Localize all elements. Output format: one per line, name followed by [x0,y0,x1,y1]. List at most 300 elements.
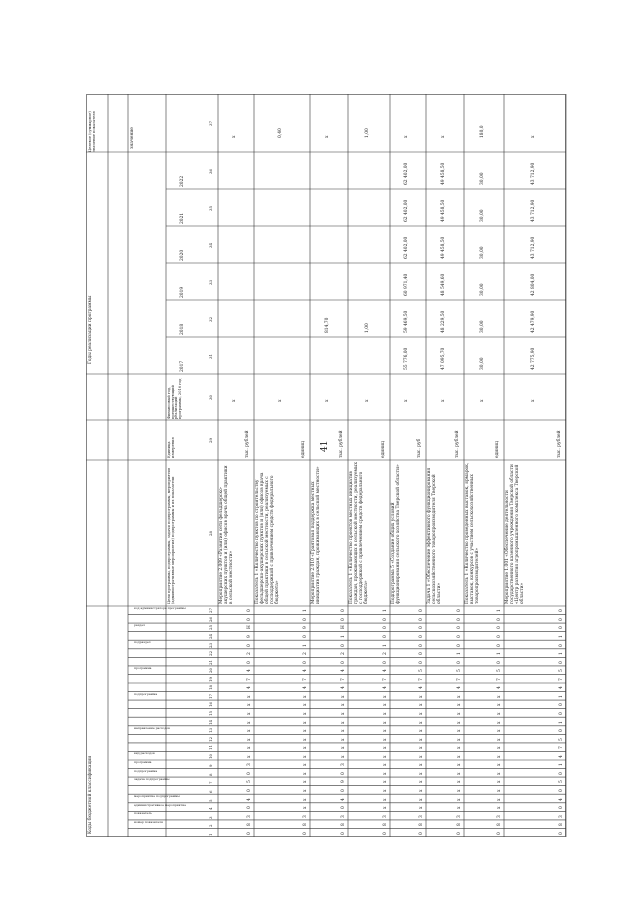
code-digit: 1 [559,635,564,638]
code-digit: 0 [419,652,424,656]
code-digit: 5 [497,669,502,673]
code-digit: 1 [303,609,308,613]
code-digit: 0 [457,831,462,835]
code-digit: 0 [457,618,462,621]
code-digit: 0 [559,729,564,733]
row-year-value: 49 458,50 [441,236,446,259]
column-number: 24 [208,633,213,639]
row-year-value: 43 712,90 [531,162,536,185]
code-digit: 0 [303,831,308,835]
row-year-value: 49 458,50 [441,162,446,185]
code-digit: 4 [419,686,424,690]
row-name: Мероприятие 2.010 «Грантовая поддержка местных инициатив граждан, проживающих в сельской местности» [311,466,321,604]
code-digit: 7 [303,677,308,681]
code-digit: х [247,721,252,724]
code-digit: х [457,712,462,715]
code-digit: 0 [457,643,462,647]
code-digit: 0 [457,660,462,664]
code-digit: 1 [497,652,502,656]
code-digit: х [383,729,388,733]
code-digit: 0 [559,789,564,792]
code-digit: 0 [303,618,308,621]
code-digit: 0 [419,831,424,835]
code-digit: 7 [497,677,502,681]
code-digit: 1 [383,643,388,647]
code-digit: 7 [383,677,388,681]
code-digit: 3 [497,814,502,818]
code-digit: х [303,746,308,750]
code-digit: х [497,712,502,715]
row-year-value: 59 469,50 [404,310,409,333]
row-unit: единиц [381,441,386,458]
code-digit: 3 [341,814,346,818]
code-digit: х [303,806,308,810]
header-unit-col: Единица измерения [167,437,175,458]
row-name: Показатель 1 «Количество проведенных выставок, ярмарок, выставок, конкурсов с участием сельскохозяйственных товаропроизводителей» [465,462,480,604]
code-digit: 7 [341,677,346,681]
column-number: 27 [208,608,213,614]
code-digit: х [497,695,502,698]
code-digit: х [419,746,424,750]
code-digit: х [303,780,308,784]
code-digit: 4 [497,686,502,690]
code-digit: 9 [247,635,252,638]
code-digit: 0 [419,626,424,630]
row-target: 180,0 [480,125,485,138]
code-digit: 0 [341,831,346,835]
row-year-value: 49 458,50 [441,199,446,222]
row-target: х [531,135,536,138]
code-digit: х [497,806,502,810]
code-digit: 5 [419,669,424,673]
code-digit: 0 [497,643,502,647]
code-subheader: мероприятие подпрограммы [134,794,180,799]
code-digit: 0 [457,635,462,638]
row-unit: тыс. рублей [339,430,344,458]
row-target: х [325,135,330,138]
column-number: 16 [208,702,213,708]
row-fin-year: х [480,399,485,402]
code-digit: х [457,806,462,810]
row-year-value: 30,00 [480,246,485,259]
code-digit: х [457,772,462,775]
code-digit: 4 [383,669,388,673]
row-target: 0,40 [278,128,283,138]
code-digit: 4 [341,797,346,801]
code-digit: 0 [457,626,462,630]
code-digit: 9 [303,626,308,630]
column-number: 29 [208,437,213,443]
column-number: 2 [208,824,213,828]
header-target-value: значение [130,127,135,149]
code-digit: 0 [497,660,502,664]
code-digit: х [341,712,346,715]
column-number: 30 [208,394,213,400]
code-digit: х [383,738,388,741]
code-digit: 0 [247,643,252,647]
column-number: 4 [208,807,213,811]
code-digit: х [341,703,346,707]
year-label-2020: 2020 [180,249,185,261]
row-year-value: 42 479,90 [531,310,536,333]
column-number: 26 [208,616,213,622]
code-digit: 4 [247,686,252,690]
code-digit: х [341,721,346,724]
row-name: Мероприятие 1.001 «Обеспечение деятельности государственного казенного учреждения Тверской области «Центр развития агропромышленного комплекса Тверской области» [505,464,525,604]
code-digit: х [383,763,388,767]
code-digit: 0 [383,660,388,664]
code-subheader: программа [134,665,152,670]
code-digit: х [457,738,462,741]
code-digit: 9 [341,780,346,784]
row-unit: тыс. рублей [455,430,460,458]
code-subheader: задача подпрограммы [134,777,170,782]
code-digit: х [497,729,502,733]
code-digit: х [341,746,346,750]
row-unit: тыс. рублей [557,430,562,458]
code-digit: х [457,798,462,801]
code-digit: 4 [303,686,308,690]
code-digit: 4 [247,669,252,673]
code-digit: х [383,755,388,758]
row-fin-year: х [531,399,536,402]
header-name-col: Цели программы, подпрограммы, задачи подпрограммы, мероприятия (административные мероприятия) подпрограммы и их показатели [167,467,175,604]
page-number: 41 [320,440,330,452]
column-number: 35 [208,205,213,211]
row-fin-year: х [278,399,283,402]
code-digit: 0 [303,635,308,638]
code-subheader: подраздел [134,640,151,645]
code-digit: х [457,695,462,698]
row-fin-year: х [441,399,446,402]
code-digit: х [419,772,424,775]
code-digit: 0 [383,831,388,835]
code-digit: х [419,738,424,741]
code-digit: 1 [559,763,564,767]
row-year-value: 60 971,40 [404,273,409,296]
code-digit: 0 [419,618,424,621]
column-number: 6 [208,790,213,793]
code-digit: 0 [457,609,462,613]
row-year-value: 47 095,70 [441,347,446,370]
code-digit: х [497,703,502,707]
row-year-value: 42 775,90 [531,347,536,370]
code-digit: х [457,755,462,758]
code-digit: 1 [303,643,308,647]
code-digit: х [497,721,502,724]
code-digit: х [383,746,388,750]
code-digit: 5 [247,780,252,784]
code-digit: 4 [457,686,462,690]
code-digit: 1 [559,720,564,724]
code-digit: х [303,721,308,724]
row-name: Показатель 1 «Количество проектов местных инициатив граждан, проживающих в сельской местности, реализуемых с господдержкой с привлечением средств федерального бюджета» [349,462,369,604]
column-number: 1 [208,833,213,836]
code-digit: 0 [247,609,252,613]
code-subheader: административное мероприятие [134,802,186,807]
code-digit: Н [247,625,252,630]
code-subheader: направление расходов [134,725,170,730]
code-digit: х [497,738,502,741]
column-number: 10 [208,753,213,759]
code-digit: 0 [497,831,502,835]
code-digit: х [419,798,424,801]
code-digit: 1 [559,652,564,656]
year-label-2017: 2017 [180,360,185,372]
code-digit: 0 [559,660,564,664]
row-year-value: 42 804,00 [531,273,536,296]
code-digit: Н [341,625,346,630]
row-year-value: 62 402,00 [404,236,409,259]
code-digit: х [383,772,388,775]
header-codes-group: Коды бюджетной классификации [88,755,93,834]
row-year-value: 30,00 [480,209,485,222]
code-digit: 0 [341,772,346,775]
code-digit: х [497,780,502,784]
code-digit: 0 [341,806,346,810]
code-digit: х [497,798,502,801]
code-digit: х [247,738,252,741]
column-number: 9 [208,764,213,768]
row-year-value: 62 402,00 [404,162,409,185]
code-digit: 0 [247,772,252,775]
code-digit: 4 [559,754,564,758]
code-digit: 3 [247,814,252,818]
column-number: 15 [208,710,213,716]
header-fin-year-col: Финансовый год, предшествующий реализации программы, 2016 год [167,378,182,419]
code-digit: х [457,780,462,784]
code-digit: х [247,755,252,758]
code-digit: 5 [457,669,462,673]
code-subheader: вид расходов [134,751,155,756]
code-digit: х [457,703,462,707]
code-digit: 4 [341,669,346,673]
code-digit: х [303,763,308,767]
code-digit: х [457,746,462,750]
code-digit: х [457,729,462,733]
code-digit: 0 [341,660,346,664]
code-digit: х [497,755,502,758]
code-digit: х [383,798,388,801]
code-digit: х [303,729,308,733]
code-digit: 7 [559,746,564,750]
code-digit: х [419,721,424,724]
column-number: 21 [208,659,213,665]
code-digit: х [419,763,424,767]
code-digit: х [303,703,308,707]
code-digit: х [303,695,308,698]
row-year-value: 30,00 [480,357,485,370]
code-digit: х [303,798,308,801]
code-digit: 4 [247,797,252,801]
year-label-2021: 2021 [180,212,185,224]
code-digit: 1 [497,609,502,613]
code-digit: х [419,780,424,784]
column-number: 31 [208,353,213,359]
code-digit: 0 [559,609,564,613]
code-digit: 7 [419,677,424,681]
row-year-value: 62 402,00 [404,199,409,222]
code-digit: х [383,789,388,792]
year-label-2018: 2018 [180,323,185,335]
code-digit: 4 [383,686,388,690]
code-digit: 4 [303,669,308,673]
code-digit: 0 [559,626,564,630]
code-digit: 3 [559,814,564,818]
column-number: 13 [208,727,213,734]
code-digit: 7 [457,677,462,681]
code-digit: х [497,772,502,775]
code-subheader: раздел [134,623,145,628]
row-year-value: 48 549,60 [441,273,446,296]
column-number: 12 [208,736,213,742]
column-number: 33 [208,279,213,285]
code-digit: 0 [559,643,564,647]
code-digit: х [457,763,462,767]
row-year-value: 30,00 [480,283,485,296]
column-number: 22 [208,650,213,657]
code-digit: х [419,806,424,810]
column-number: 34 [208,242,213,248]
code-digit: 5 [559,780,564,784]
code-digit: 0 [341,618,346,621]
code-digit: 0 [419,643,424,647]
code-digit: 8 [247,823,252,827]
column-number: 3 [208,816,213,819]
code-digit: х [383,721,388,724]
code-subheader: код администратора программы [134,606,186,610]
code-digit: 0 [559,772,564,775]
code-digit: 4 [559,797,564,801]
row-unit: единиц [301,441,306,458]
code-digit: х [303,772,308,775]
code-digit: х [497,763,502,767]
code-digit: 0 [341,643,346,647]
code-digit: х [383,780,388,784]
code-digit: 7 [559,677,564,681]
row-name: Показатель 1 «Количество пунктов по строительству фельдшерско-акушерских пунктов и (или) офисов врача общей практики в сельской местности, реализуемых с господдержкой с привлечением средств федерального бюджета» [255,472,280,604]
code-digit: 0 [559,618,564,621]
row-fin-year: х [404,399,409,402]
code-digit: х [341,695,346,698]
row-name: Задача 1 «Обеспечение эффективного функционирования сельскохозяйственного товаропроизводителя Тверской области» [427,467,442,604]
code-digit: х [497,789,502,792]
column-number: 17 [208,693,213,699]
row-year-value: 814,70 [325,317,330,333]
row-fin-year: х [365,399,370,402]
row-target: х [404,135,409,138]
year-label-2022: 2022 [180,175,185,187]
code-digit: х [303,789,308,792]
column-number: 19 [208,676,213,682]
code-digit: х [419,703,424,707]
code-subheader: подпрограмма [134,691,158,696]
code-digit: 0 [559,806,564,810]
column-number: 37 [208,120,213,126]
code-digit: 3 [457,814,462,818]
code-digit: 0 [247,789,252,792]
code-digit: 2 [383,652,388,656]
code-digit: х [303,755,308,758]
code-digit: х [383,712,388,715]
code-digit: 0 [247,618,252,621]
code-digit: х [341,738,346,741]
code-digit: х [457,789,462,792]
code-digit: 8 [559,823,564,827]
code-digit: х [247,712,252,715]
code-digit: 0 [303,660,308,664]
code-subheader: программа [134,760,152,764]
code-digit: х [341,729,346,733]
row-year-value: 30,00 [480,172,485,185]
row-target: х [441,135,446,138]
code-digit: 1 [383,609,388,613]
column-number: 11 [208,745,213,751]
row-year-value: 55 776,00 [404,347,409,370]
code-digit: х [303,738,308,741]
row-year-value: 30,00 [480,320,485,333]
code-digit: 2 [247,652,252,656]
code-digit: 8 [457,823,462,827]
column-number: 25 [208,625,213,631]
code-digit: 0 [497,635,502,638]
code-digit: х [247,746,252,750]
code-digit: 0 [247,831,252,835]
code-digit: 1 [341,635,346,638]
code-digit: 1 [457,652,462,656]
row-unit: тыс. рублей [245,430,250,458]
row-fin-year: х [325,399,330,402]
column-number: 20 [208,668,213,674]
code-digit: 0 [559,831,564,835]
code-digit: х [419,712,424,715]
rotated-budget-table [86,94,566,837]
code-digit: х [497,746,502,750]
column-number: 32 [208,316,213,322]
code-digit: 8 [419,823,424,827]
code-digit: х [383,695,388,698]
code-digit: 0 [497,618,502,621]
row-year-value: 48 229,50 [441,310,446,333]
code-digit: х [419,789,424,792]
row-unit: единиц [495,441,500,458]
code-digit: х [457,721,462,724]
code-digit: 0 [341,789,346,792]
code-digit: х [419,755,424,758]
code-subheader: подпрограмма [134,768,158,773]
column-number: 5 [208,798,213,802]
column-number: 28 [208,530,213,536]
code-digit: 0 [247,806,252,810]
code-digit: х [247,729,252,733]
code-digit: х [383,703,388,707]
code-digit: 2 [303,652,308,656]
code-digit: 1 [559,695,564,698]
code-digit: 8 [341,823,346,827]
column-number: 8 [208,773,213,776]
code-digit: 0 [247,660,252,664]
code-digit: 4 [341,686,346,690]
code-digit: 0 [383,635,388,638]
code-digit: 0 [419,635,424,638]
column-number: 23 [208,642,213,648]
row-target: х [232,135,237,138]
row-year-value: 43 712,90 [531,199,536,222]
code-digit: 0 [497,626,502,630]
column-number: 14 [208,719,213,725]
code-digit: 3 [303,814,308,818]
row-name: Подпрограмма 5 «Создание общих условий функционирования сельского хозяйства Тверской области» [391,464,401,604]
